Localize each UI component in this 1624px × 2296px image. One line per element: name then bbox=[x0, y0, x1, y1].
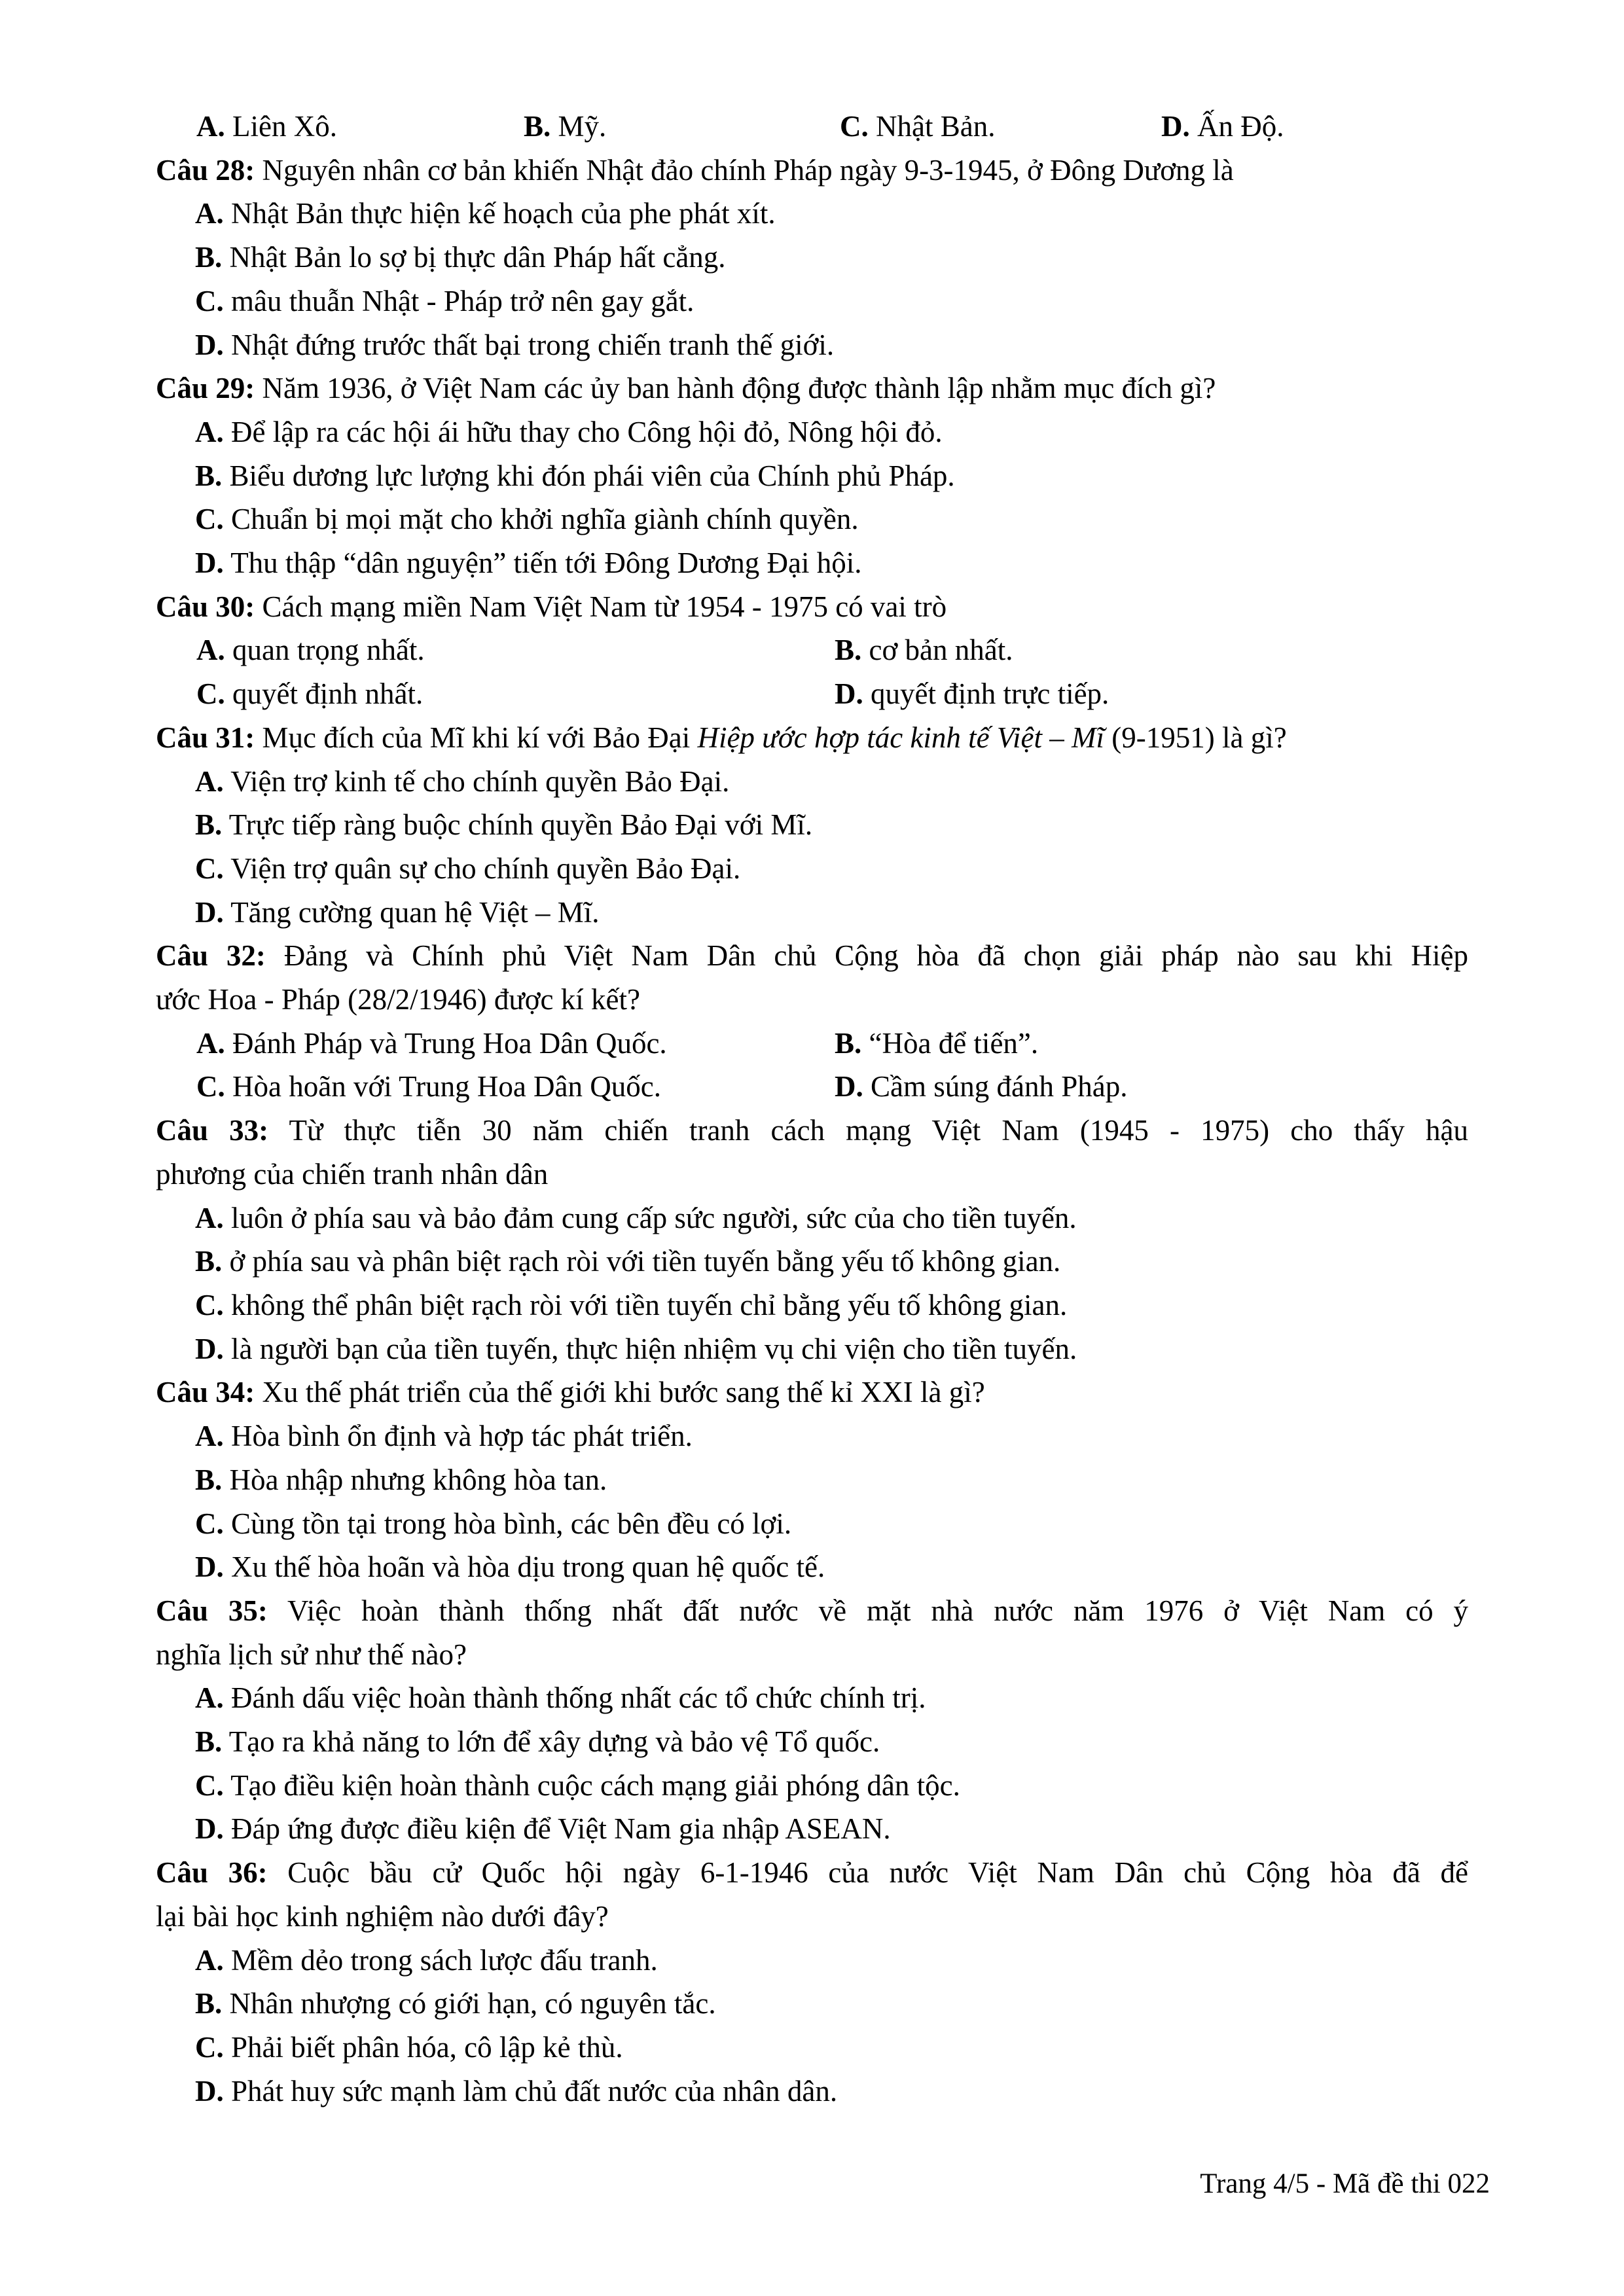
answer-option bbox=[156, 1764, 1468, 1808]
answer-option bbox=[156, 1676, 1468, 1720]
option-label: B. bbox=[195, 1725, 223, 1759]
answer-option bbox=[156, 323, 1468, 367]
option-label: C. bbox=[195, 503, 224, 536]
question-number: Câu 30: bbox=[156, 590, 255, 623]
option-text: Cầm súng đánh Pháp. bbox=[871, 1070, 1128, 1103]
page-content bbox=[156, 105, 1468, 2113]
answer-option bbox=[156, 891, 1468, 935]
option-text: Đánh Pháp và Trung Hoa Dân Quốc. bbox=[232, 1026, 667, 1060]
option-text: Hòa nhập nhưng không hòa tan. bbox=[229, 1463, 607, 1496]
option-text: Phát huy sức mạnh làm chủ đất nước của nhân dân. bbox=[231, 2074, 838, 2108]
answer-option bbox=[156, 454, 1468, 498]
option-label: D. bbox=[195, 328, 224, 361]
question-block bbox=[156, 149, 1468, 367]
question-text-italic: Hiệp ước hợp tác kinh tế Việt – Mĩ bbox=[697, 721, 1105, 754]
question-block bbox=[156, 367, 1468, 585]
option-text: quyết định trực tiếp. bbox=[871, 677, 1110, 711]
option-label: C. bbox=[195, 1507, 224, 1540]
option-label: C. bbox=[195, 284, 224, 317]
option-text: Tạo điều kiện hoàn thành cuộc cách mạng giải phóng dân tộc. bbox=[230, 1768, 960, 1802]
answer-option bbox=[156, 1196, 1468, 1240]
option-label: B. bbox=[195, 1463, 223, 1496]
answer-option bbox=[156, 803, 1468, 847]
answer-option bbox=[156, 2026, 1468, 2070]
option-text: Thu thập “dân nguyện” tiến tới Đông Dương Đại hội. bbox=[230, 547, 862, 580]
answer-option bbox=[156, 279, 1468, 323]
answer-option bbox=[1161, 105, 1468, 149]
option-text: Nhật đứng trước thất bại trong chiến tranh thế giới. bbox=[231, 328, 835, 361]
option-label: D. bbox=[195, 895, 224, 929]
option-text: Đáp ứng được điều kiện để Việt Nam gia nhập ASEAN. bbox=[231, 1812, 891, 1846]
option-text: Phải biết phân hóa, cô lập kẻ thù. bbox=[231, 2030, 623, 2064]
option-label: C. bbox=[195, 1288, 224, 1321]
option-text: ở phía sau và phân biệt rạch ròi với tiền tuyến bằng yếu tố không gian. bbox=[229, 1245, 1061, 1278]
option-label: D. bbox=[195, 1812, 224, 1846]
question-number: Câu 33: bbox=[156, 1114, 269, 1147]
option-text: quyết định nhất. bbox=[232, 677, 424, 711]
question-number: Câu 34: bbox=[156, 1376, 255, 1409]
question-text-line2: nghĩa lịch sử như thế nào? bbox=[156, 1638, 467, 1671]
question-27-options-row bbox=[156, 105, 1468, 149]
answer-option bbox=[156, 236, 1468, 279]
option-text: Để lập ra các hội ái hữu thay cho Công hội đỏ, Nông hội đỏ. bbox=[231, 415, 943, 448]
option-text: Hòa bình ổn định và hợp tác phát triển. bbox=[231, 1420, 693, 1453]
question-text: Câu 33: Từ thực tiễn 30 năm chiến tranh cách mạng Việt Nam (1945 - 1975) cho thấy hậu bbox=[156, 1114, 1469, 1147]
option-label: D. bbox=[195, 1332, 224, 1365]
option-text: luôn ở phía sau và bảo đảm cung cấp sức người, sức của cho tiền tuyến. bbox=[231, 1201, 1077, 1234]
option-text: Tạo ra khả năng to lớn để xây dựng và bảo vệ Tổ quốc. bbox=[228, 1725, 880, 1759]
question-block bbox=[156, 1109, 1468, 1371]
answer-option bbox=[156, 1545, 1468, 1589]
question-block bbox=[156, 934, 1468, 1109]
option-label: A. bbox=[195, 1420, 224, 1453]
answer-option bbox=[196, 1022, 835, 1066]
question-number: Câu 36: bbox=[156, 1856, 268, 1890]
option-label: D. bbox=[195, 1551, 224, 1584]
option-label: B. bbox=[835, 634, 862, 667]
option-label: B. bbox=[195, 1245, 223, 1278]
option-text: Xu thế hòa hoãn và hòa dịu trong quan hệ quốc tế. bbox=[231, 1551, 825, 1584]
answer-option bbox=[156, 760, 1468, 804]
question-block bbox=[156, 1371, 1468, 1589]
question-text: Câu 29: Năm 1936, ở Việt Nam các ủy ban hành động được thành lập nhằm mục đích gì? bbox=[156, 372, 1216, 405]
option-text: không thể phân biệt rạch ròi với tiền tuyến chỉ bằng yếu tố không gian. bbox=[231, 1288, 1068, 1321]
option-text: Nhật Bản. bbox=[876, 110, 996, 143]
options-row bbox=[156, 672, 1468, 716]
option-text: Đánh dấu việc hoàn thành thống nhất các tổ chức chính trị. bbox=[231, 1681, 926, 1715]
option-text: Hòa hoãn với Trung Hoa Dân Quốc. bbox=[232, 1070, 661, 1103]
option-label: A. bbox=[195, 1681, 224, 1715]
option-label: B. bbox=[835, 1026, 862, 1060]
option-text: Nhật Bản lo sợ bị thực dân Pháp hất cẳng. bbox=[229, 241, 726, 274]
question-text: Câu 31: Mục đích của Mĩ khi kí với Bảo Đại Hiệp ước hợp tác kinh tế Việt – Mĩ (9-1951) là gì? bbox=[156, 721, 1287, 754]
option-label: C. bbox=[195, 2030, 224, 2064]
question-text: Câu 35: Việc hoàn thành thống nhất đất nước về mặt nhà nước năm 1976 ở Việt Nam có ý bbox=[156, 1594, 1468, 1627]
answer-option bbox=[156, 410, 1468, 454]
question-text: Câu 32: Đảng và Chính phủ Việt Nam Dân chủ Cộng hòa đã chọn giải pháp nào sau khi Hiệp bbox=[156, 939, 1468, 973]
answer-option bbox=[835, 628, 1468, 672]
answer-option bbox=[524, 105, 840, 149]
answer-option bbox=[835, 1022, 1468, 1066]
answer-option bbox=[156, 1502, 1468, 1546]
option-text: Nhật Bản thực hiện kế hoạch của phe phát xít. bbox=[231, 197, 776, 230]
option-label: C. bbox=[196, 1070, 225, 1103]
option-label: D. bbox=[195, 547, 224, 580]
option-text: Biểu dương lực lượng khi đón phái viên của Chính phủ Pháp. bbox=[229, 459, 955, 492]
option-label: A. bbox=[195, 415, 224, 448]
option-text: cơ bản nhất. bbox=[869, 634, 1013, 667]
question-block bbox=[156, 1589, 1468, 1851]
option-label: B. bbox=[195, 1987, 223, 2020]
question-text: Câu 28: Nguyên nhân cơ bản khiến Nhật đảo chính Pháp ngày 9-3-1945, ở Đông Dương là bbox=[156, 153, 1234, 187]
answer-option bbox=[156, 847, 1468, 891]
option-text: Cùng tồn tại trong hòa bình, các bên đều có lợi. bbox=[231, 1507, 792, 1540]
answer-option bbox=[156, 1982, 1468, 2026]
question-block bbox=[156, 716, 1468, 935]
question-text: Câu 30: Cách mạng miền Nam Việt Nam từ 1954 - 1975 có vai trò bbox=[156, 590, 947, 623]
option-label: D. bbox=[835, 1070, 863, 1103]
option-text: Mềm dẻo trong sách lược đấu tranh. bbox=[231, 1943, 658, 1977]
answer-option bbox=[156, 1414, 1468, 1458]
answer-option bbox=[196, 672, 835, 716]
answer-option bbox=[156, 541, 1468, 585]
option-text: Viện trợ quân sự cho chính quyền Bảo Đại. bbox=[230, 852, 741, 885]
answer-option bbox=[196, 105, 524, 149]
question-number: Câu 32: bbox=[156, 939, 266, 973]
option-label: D. bbox=[1161, 110, 1190, 143]
answer-option bbox=[156, 1458, 1468, 1502]
answer-option bbox=[156, 1283, 1468, 1327]
answer-option bbox=[156, 497, 1468, 541]
option-label: A. bbox=[195, 1201, 224, 1234]
answer-option bbox=[156, 1240, 1468, 1283]
answer-option bbox=[156, 1720, 1468, 1764]
option-label: B. bbox=[195, 808, 223, 842]
option-label: B. bbox=[195, 459, 223, 492]
answer-option bbox=[156, 2070, 1468, 2113]
question-text: Câu 34: Xu thế phát triển của thế giới khi bước sang thế kỉ XXI là gì? bbox=[156, 1376, 985, 1409]
answer-option bbox=[835, 1065, 1468, 1109]
option-label: C. bbox=[196, 677, 225, 711]
option-text: Mỹ. bbox=[558, 110, 607, 143]
answer-option bbox=[156, 1327, 1468, 1371]
option-text: là người bạn của tiền tuyến, thực hiện nhiệm vụ chi viện cho tiền tuyến. bbox=[231, 1332, 1077, 1365]
option-label: A. bbox=[196, 1026, 225, 1060]
answer-option bbox=[196, 1065, 835, 1109]
option-text: Ấn Độ. bbox=[1197, 110, 1284, 143]
option-label: C. bbox=[195, 852, 224, 885]
answer-option bbox=[156, 192, 1468, 236]
option-text: Chuẩn bị mọi mặt cho khởi nghĩa giành chính quyền. bbox=[231, 503, 859, 536]
options-row bbox=[156, 1065, 1468, 1109]
question-block bbox=[156, 1851, 1468, 2113]
option-label: A. bbox=[195, 764, 224, 798]
option-text: Viện trợ kinh tế cho chính quyền Bảo Đại. bbox=[230, 764, 730, 798]
option-text: quan trọng nhất. bbox=[232, 634, 425, 667]
question-text: Câu 36: Cuộc bầu cử Quốc hội ngày 6-1-1946 của nước Việt Nam Dân chủ Cộng hòa đã để bbox=[156, 1856, 1468, 1890]
answer-option bbox=[156, 1807, 1468, 1851]
question-number: Câu 31: bbox=[156, 721, 255, 754]
option-label: A. bbox=[195, 1943, 224, 1977]
answer-option bbox=[156, 1939, 1468, 1982]
option-text: Tăng cường quan hệ Việt – Mĩ. bbox=[230, 895, 600, 929]
question-number: Câu 28: bbox=[156, 153, 255, 187]
page-footer: Trang 4/5 - Mã đề thi 022 bbox=[1200, 2168, 1490, 2199]
question-text-line2: phương của chiến tranh nhân dân bbox=[156, 1157, 549, 1191]
option-text: Trực tiếp ràng buộc chính quyền Bảo Đại với Mĩ. bbox=[228, 808, 813, 842]
answer-option bbox=[196, 628, 835, 672]
option-text: mâu thuẫn Nhật - Pháp trở nên gay gắt. bbox=[231, 284, 695, 317]
option-label: B. bbox=[524, 110, 551, 143]
question-number: Câu 29: bbox=[156, 372, 255, 405]
question-number: Câu 35: bbox=[156, 1594, 268, 1627]
option-text: Liên Xô. bbox=[232, 110, 337, 143]
option-text: Nhân nhượng có giới hạn, có nguyên tắc. bbox=[229, 1987, 716, 2020]
option-label: B. bbox=[195, 241, 223, 274]
option-label: D. bbox=[835, 677, 863, 711]
question-text-line2: lại bài học kinh nghiệm nào dưới đây? bbox=[156, 1899, 609, 1933]
question-text-line2: ước Hoa - Pháp (28/2/1946) được kí kết? bbox=[156, 983, 640, 1016]
option-label: C. bbox=[195, 1768, 224, 1802]
answer-option bbox=[840, 105, 1161, 149]
option-label: A. bbox=[196, 110, 225, 143]
option-label: A. bbox=[195, 197, 224, 230]
option-text: “Hòa để tiến”. bbox=[869, 1026, 1039, 1060]
option-label: C. bbox=[840, 110, 869, 143]
option-label: A. bbox=[196, 634, 225, 667]
option-label: D. bbox=[195, 2074, 224, 2108]
options-row bbox=[156, 628, 1468, 672]
question-block bbox=[156, 585, 1468, 716]
options-row bbox=[156, 1022, 1468, 1066]
answer-option bbox=[835, 672, 1468, 716]
